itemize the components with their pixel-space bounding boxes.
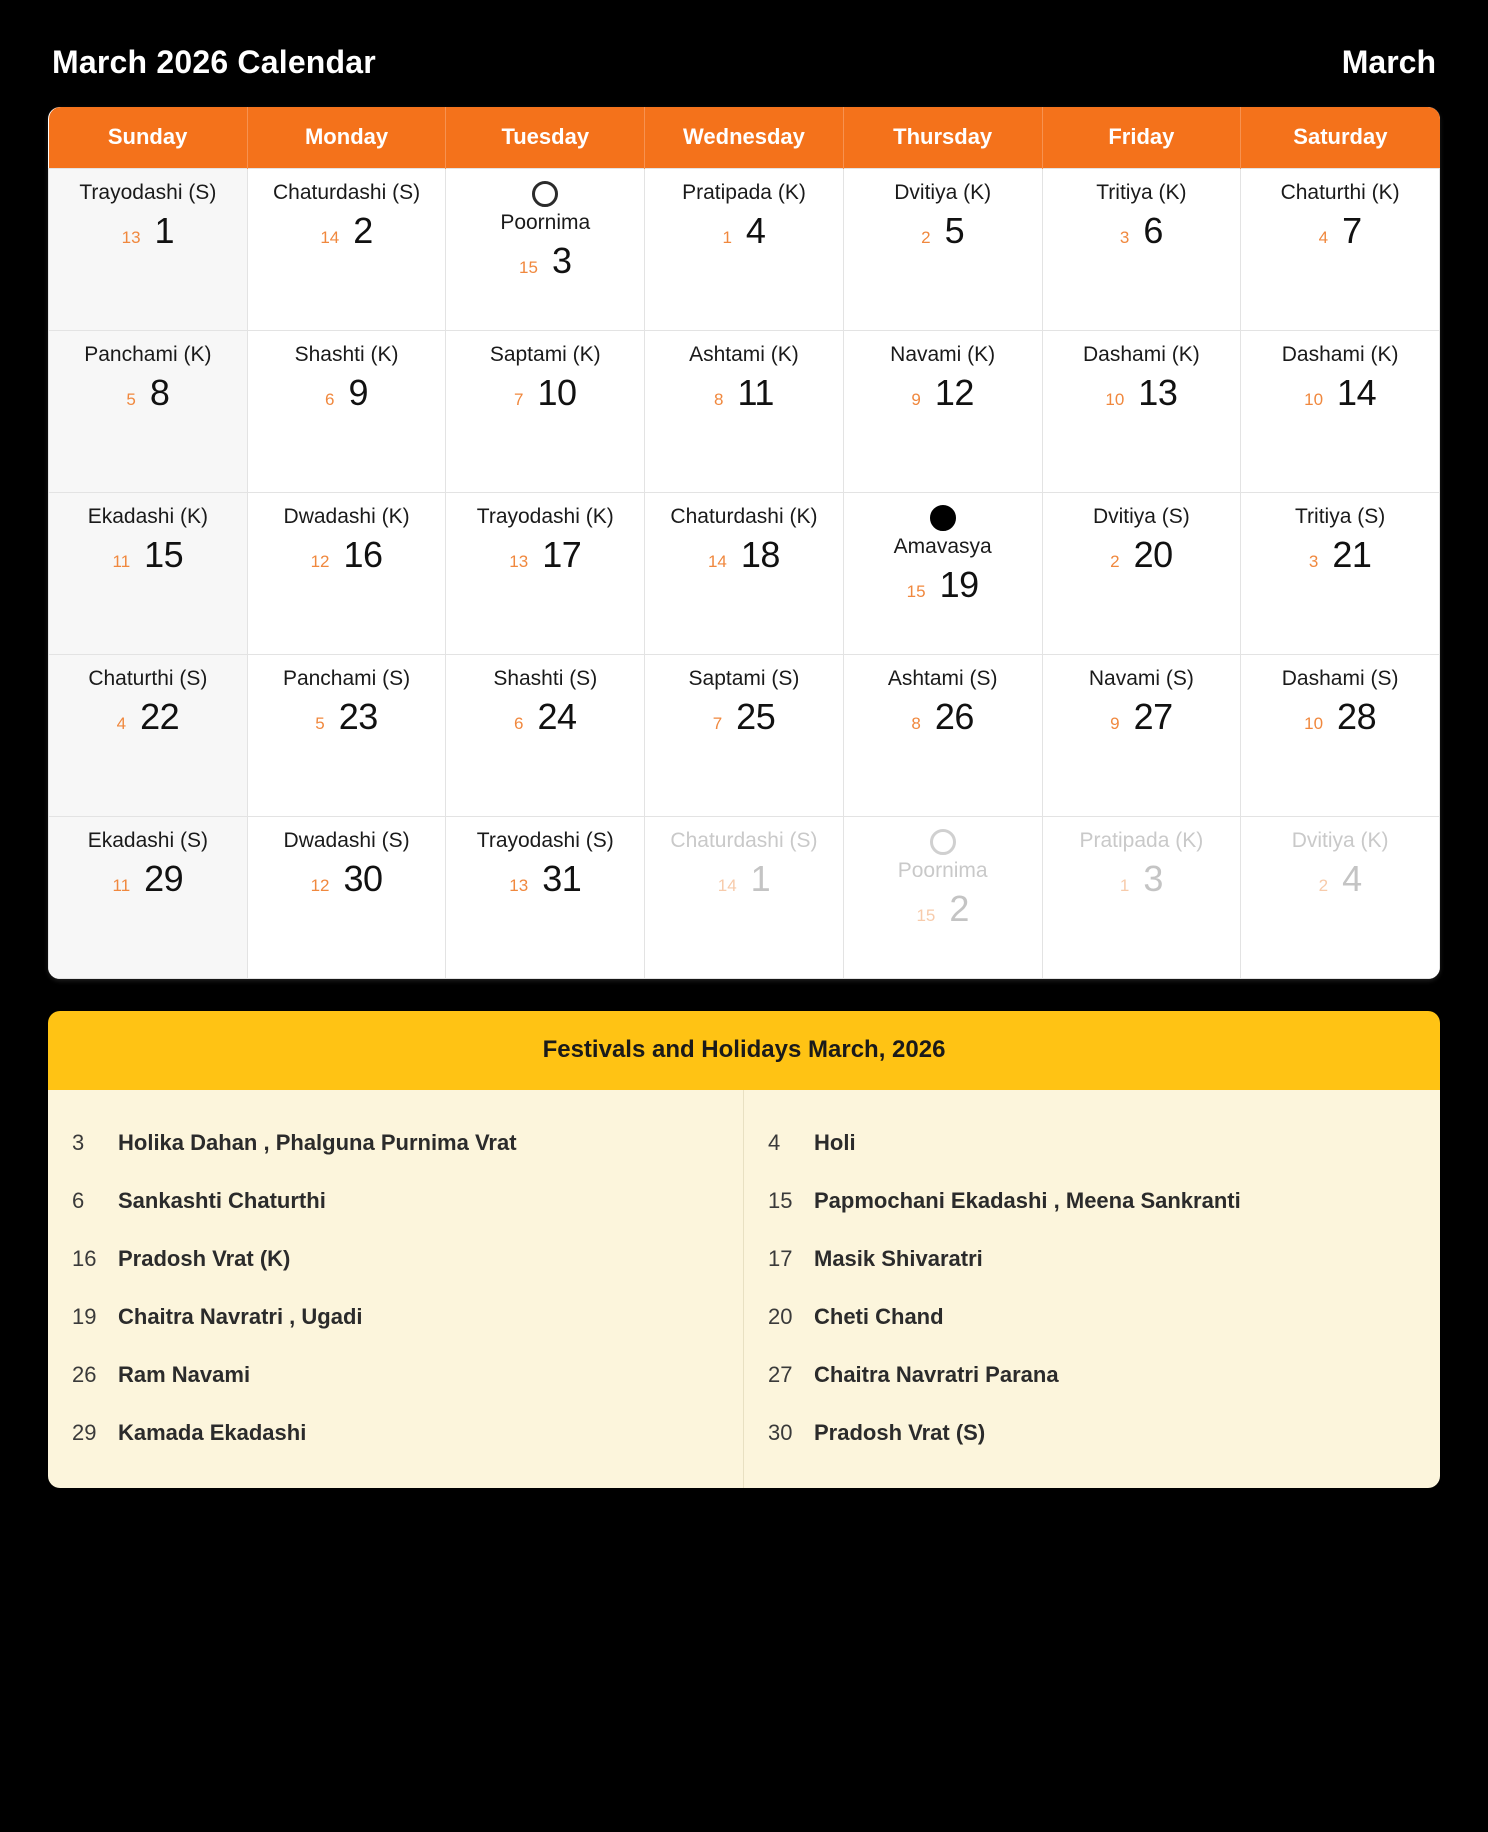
day-number: 22 — [140, 696, 180, 737]
festival-row[interactable] — [48, 1230, 743, 1288]
festival-day: 20 — [768, 1304, 793, 1329]
tithi-number: 6 — [325, 390, 335, 409]
festivals-column-left — [48, 1090, 744, 1488]
festival-row[interactable] — [744, 1346, 1440, 1404]
calendar-card — [48, 107, 1440, 979]
festival-day: 17 — [768, 1246, 793, 1271]
day-number: 4 — [745, 210, 766, 251]
calendar-day-cell[interactable] — [446, 169, 645, 331]
festivals-card — [48, 1011, 1440, 1488]
day-number: 1 — [154, 210, 175, 251]
calendar-day-cell[interactable] — [645, 331, 844, 493]
tithi-number: 12 — [310, 552, 330, 571]
festival-name: Holi — [814, 1130, 856, 1155]
tithi-number: 2 — [1110, 552, 1120, 571]
calendar-body — [49, 169, 1440, 979]
day-number: 21 — [1332, 534, 1372, 575]
calendar-day-cell[interactable] — [1042, 817, 1241, 979]
weekday-header-friday: Friday — [1042, 107, 1241, 169]
weekday-header-wednesday: Wednesday — [645, 107, 844, 169]
day-number: 12 — [934, 372, 974, 413]
tithi-label: Navami (S) — [1088, 667, 1194, 690]
calendar-day-cell[interactable] — [843, 331, 1042, 493]
calendar-day-cell[interactable] — [843, 655, 1042, 817]
tithi-label: Dashami (K) — [1083, 343, 1200, 366]
tithi-number: 13 — [121, 228, 141, 247]
day-number-row — [856, 372, 1030, 413]
festival-day: 19 — [72, 1304, 97, 1329]
calendar-week-row — [49, 331, 1440, 493]
festival-row[interactable] — [48, 1172, 743, 1230]
tithi-number: 15 — [916, 906, 936, 925]
tithi-label: Dvitiya (K) — [1291, 829, 1389, 852]
tithi-number: 10 — [1304, 390, 1324, 409]
festival-day: 29 — [72, 1420, 97, 1445]
tithi-number: 8 — [911, 714, 921, 733]
calendar-day-cell[interactable] — [1241, 655, 1440, 817]
calendar-day-cell[interactable] — [1241, 817, 1440, 979]
calendar-day-cell[interactable] — [49, 655, 248, 817]
calendar-day-cell[interactable] — [247, 493, 446, 655]
day-number: 27 — [1133, 696, 1173, 737]
tithi-label: Chaturthi (K) — [1280, 181, 1400, 204]
full-moon-icon — [930, 829, 956, 855]
tithi-number: 9 — [1110, 714, 1120, 733]
day-number-row — [856, 888, 1030, 929]
day-number: 11 — [737, 372, 774, 413]
festival-name: Papmochani Ekadashi , Meena Sankranti — [814, 1188, 1241, 1213]
festivals-column-right — [744, 1090, 1440, 1488]
festival-name: Sankashti Chaturthi — [118, 1188, 326, 1213]
tithi-label: Ashtami (K) — [689, 343, 799, 366]
festival-day: 15 — [768, 1188, 793, 1213]
tithi-number: 14 — [320, 228, 340, 247]
tithi-number: 15 — [906, 582, 926, 601]
tithi-number: 3 — [1119, 228, 1130, 247]
tithi-number: 9 — [911, 390, 921, 409]
tithi-number: 5 — [315, 714, 325, 733]
day-number: 23 — [338, 696, 378, 737]
calendar-day-cell[interactable] — [1241, 493, 1440, 655]
tithi-number: 15 — [519, 258, 538, 277]
festival-name: Chaitra Navratri Parana — [814, 1362, 1059, 1387]
day-number: 7 — [1342, 210, 1362, 251]
tithi-number: 10 — [1105, 390, 1125, 409]
calendar-day-cell[interactable] — [843, 169, 1042, 331]
day-number-row — [458, 372, 632, 413]
festivals-body — [48, 1090, 1440, 1488]
new-moon-icon — [930, 505, 956, 531]
day-number: 4 — [1342, 858, 1362, 899]
festival-row[interactable] — [48, 1404, 743, 1462]
day-number: 2 — [949, 888, 969, 929]
tithi-label: Pratipada (K) — [682, 181, 806, 204]
day-number: 28 — [1337, 696, 1377, 737]
weekday-header-tuesday: Tuesday — [446, 107, 645, 169]
tithi-number: 6 — [514, 714, 524, 733]
tithi-label: Chaturdashi (S) — [670, 829, 818, 852]
page-titlebar — [48, 0, 1440, 107]
festival-row[interactable] — [744, 1230, 1440, 1288]
tithi-number: 5 — [126, 390, 136, 409]
day-number-row — [1253, 858, 1427, 899]
day-number-row — [458, 534, 632, 575]
day-number: 24 — [537, 696, 577, 737]
day-number-row — [260, 372, 434, 413]
festival-name: Masik Shivaratri — [814, 1246, 983, 1271]
tithi-number: 11 — [112, 876, 131, 895]
tithi-number: 8 — [714, 390, 724, 409]
calendar-day-cell[interactable] — [843, 493, 1042, 655]
tithi-label: Dwadashi (K) — [283, 505, 410, 528]
day-number-row — [260, 696, 434, 737]
tithi-number: 7 — [712, 714, 723, 733]
day-number-row — [260, 534, 434, 575]
day-number-row — [856, 210, 1030, 251]
calendar-day-cell[interactable] — [247, 817, 446, 979]
festival-day: 6 — [72, 1188, 85, 1213]
day-number-row — [458, 858, 632, 899]
calendar-day-cell[interactable] — [645, 655, 844, 817]
day-number-row — [657, 210, 831, 251]
day-number: 29 — [144, 858, 184, 899]
calendar-day-cell[interactable] — [49, 331, 248, 493]
day-number: 16 — [343, 534, 383, 575]
tithi-label: Dashami (S) — [1281, 667, 1399, 690]
festival-day: 16 — [72, 1246, 97, 1271]
day-number-row — [856, 696, 1030, 737]
tithi-label: Ekadashi (K) — [87, 505, 208, 528]
tithi-label: Panchami (K) — [84, 343, 212, 366]
calendar-week-row — [49, 817, 1440, 979]
day-number: 30 — [343, 858, 383, 899]
festival-row[interactable] — [744, 1172, 1440, 1230]
day-number: 3 — [1143, 858, 1163, 899]
day-number-row — [61, 534, 235, 575]
day-number-row — [657, 696, 831, 737]
weekday-header-thursday: Thursday — [843, 107, 1042, 169]
tithi-number: 4 — [116, 714, 127, 733]
day-number-row — [1253, 534, 1427, 575]
day-number: 17 — [542, 534, 582, 575]
tithi-label: Dashami (K) — [1281, 343, 1399, 366]
tithi-label: Tritiya (K) — [1096, 181, 1187, 204]
tithi-label: Trayodashi (S) — [476, 829, 614, 852]
day-number-row — [657, 372, 831, 413]
day-number: 1 — [750, 858, 771, 899]
day-number-row — [260, 858, 434, 899]
tithi-label: Chaturdashi (K) — [670, 505, 818, 528]
day-number: 5 — [944, 210, 965, 251]
festival-row[interactable] — [744, 1288, 1440, 1346]
calendar-week-row — [49, 655, 1440, 817]
festival-day: 30 — [768, 1420, 793, 1445]
festival-row[interactable] — [48, 1288, 743, 1346]
day-number: 9 — [348, 372, 369, 413]
calendar-day-cell[interactable] — [247, 655, 446, 817]
day-number-row — [458, 696, 632, 737]
tithi-label: Pratipada (K) — [1079, 829, 1204, 852]
day-number: 3 — [551, 240, 572, 281]
tithi-label: Saptami (S) — [688, 667, 800, 690]
day-number-row — [856, 564, 1030, 605]
tithi-label: Ashtami (S) — [887, 667, 998, 690]
festival-name: Ram Navami — [118, 1362, 251, 1387]
calendar-day-cell[interactable] — [247, 331, 446, 493]
tithi-number: 4 — [1318, 228, 1329, 247]
tithi-number: 10 — [1304, 714, 1324, 733]
calendar-day-cell[interactable] — [446, 493, 645, 655]
day-number-row — [61, 696, 235, 737]
calendar-day-cell[interactable] — [1042, 493, 1241, 655]
day-number-row — [1055, 858, 1229, 899]
calendar-day-cell[interactable] — [446, 817, 645, 979]
festival-name: Cheti Chand — [814, 1304, 944, 1329]
calendar-day-cell[interactable] — [1241, 331, 1440, 493]
day-number-row — [458, 240, 632, 281]
day-number-row — [1253, 210, 1427, 251]
tithi-number: 1 — [1119, 876, 1130, 895]
tithi-number: 14 — [707, 552, 727, 571]
tithi-number: 3 — [1308, 552, 1319, 571]
calendar-day-cell[interactable] — [446, 331, 645, 493]
day-number: 25 — [736, 696, 776, 737]
calendar-day-cell[interactable] — [843, 817, 1042, 979]
day-number-row — [61, 210, 235, 251]
day-number-row — [260, 210, 434, 251]
tithi-label: Ekadashi (S) — [87, 829, 208, 852]
day-number: 18 — [740, 534, 780, 575]
festival-row[interactable] — [744, 1114, 1440, 1172]
festival-day: 27 — [768, 1362, 793, 1387]
tithi-label: Chaturthi (S) — [88, 667, 208, 690]
day-number: 13 — [1138, 372, 1178, 413]
day-number-row — [1253, 372, 1427, 413]
day-number-row — [61, 858, 235, 899]
festival-day: 3 — [72, 1130, 85, 1155]
festival-day: 4 — [768, 1130, 781, 1155]
day-number-row — [657, 534, 831, 575]
tithi-number: 13 — [509, 552, 529, 571]
day-number-row — [1055, 696, 1229, 737]
calendar-day-cell[interactable] — [247, 169, 446, 331]
tithi-number: 2 — [921, 228, 931, 247]
tithi-label: Poornima — [500, 211, 591, 234]
tithi-label: Shashti (K) — [294, 343, 399, 366]
weekday-header-monday: Monday — [247, 107, 446, 169]
day-number-row — [657, 858, 831, 899]
tithi-label: Poornima — [897, 859, 988, 882]
tithi-number: 2 — [1318, 876, 1329, 895]
tithi-number: 14 — [717, 876, 737, 895]
page-title: March 2026 Calendar — [52, 44, 376, 80]
festival-day: 26 — [72, 1362, 97, 1387]
festival-row[interactable] — [48, 1346, 743, 1404]
calendar-day-cell[interactable] — [49, 169, 248, 331]
day-number: 14 — [1337, 372, 1377, 413]
calendar-day-cell[interactable] — [1042, 169, 1241, 331]
full-moon-icon — [532, 181, 558, 207]
day-number: 20 — [1133, 534, 1173, 575]
weekday-header-saturday: Saturday — [1241, 107, 1440, 169]
tithi-number: 7 — [514, 390, 524, 409]
day-number-row — [1253, 696, 1427, 737]
calendar-header-row — [49, 107, 1440, 169]
calendar-day-cell[interactable] — [49, 817, 248, 979]
festival-row[interactable] — [744, 1404, 1440, 1462]
tithi-label: Tritiya (S) — [1295, 505, 1386, 528]
day-number: 6 — [1143, 210, 1163, 251]
festival-name: Pradosh Vrat (S) — [814, 1420, 986, 1445]
tithi-label: Trayodashi (S) — [79, 181, 217, 204]
festival-name: Pradosh Vrat (K) — [118, 1246, 291, 1271]
day-number: 2 — [353, 210, 373, 251]
day-number: 26 — [934, 696, 974, 737]
day-number: 10 — [537, 372, 577, 413]
tithi-label: Dwadashi (S) — [283, 829, 410, 852]
tithi-label: Panchami (S) — [282, 667, 411, 690]
tithi-number: 1 — [722, 228, 732, 247]
day-number: 15 — [144, 534, 184, 575]
month-label: March — [1341, 44, 1436, 80]
tithi-label: Dvitiya (K) — [894, 181, 992, 204]
calendar-week-row — [49, 493, 1440, 655]
festival-name: Kamada Ekadashi — [118, 1420, 307, 1445]
calendar-day-cell[interactable] — [645, 493, 844, 655]
tithi-label: Amavasya — [893, 535, 992, 558]
day-number-row — [61, 372, 235, 413]
day-number-row — [1055, 210, 1229, 251]
tithi-number: 12 — [310, 876, 330, 895]
tithi-number: 13 — [509, 876, 529, 895]
tithi-number: 11 — [112, 552, 131, 571]
day-number: 8 — [149, 372, 170, 413]
calendar-table — [48, 107, 1440, 979]
calendar-day-cell[interactable] — [645, 817, 844, 979]
calendar-day-cell[interactable] — [49, 493, 248, 655]
tithi-label: Navami (K) — [890, 343, 996, 366]
calendar-day-cell[interactable] — [1042, 331, 1241, 493]
calendar-day-cell[interactable] — [645, 169, 844, 331]
calendar-week-row — [49, 169, 1440, 331]
tithi-label: Dvitiya (S) — [1092, 505, 1190, 528]
day-number: 31 — [542, 858, 582, 899]
calendar-day-cell[interactable] — [446, 655, 645, 817]
festival-row[interactable] — [48, 1114, 743, 1172]
festival-name: Chaitra Navratri , Ugadi — [118, 1304, 363, 1329]
day-number-row — [1055, 534, 1229, 575]
day-number-row — [1055, 372, 1229, 413]
day-number: 19 — [939, 564, 979, 605]
festival-name: Holika Dahan , Phalguna Purnima Vrat — [118, 1130, 517, 1155]
tithi-label: Saptami (K) — [489, 343, 601, 366]
calendar-day-cell[interactable] — [1042, 655, 1241, 817]
calendar-day-cell[interactable] — [1241, 169, 1440, 331]
weekday-header-sunday: Sunday — [49, 107, 248, 169]
tithi-label: Chaturdashi (S) — [273, 181, 421, 204]
tithi-label: Shashti (S) — [493, 667, 598, 690]
festivals-title: Festivals and Holidays March, 2026 — [48, 1011, 1440, 1090]
tithi-label: Trayodashi (K) — [476, 505, 614, 528]
